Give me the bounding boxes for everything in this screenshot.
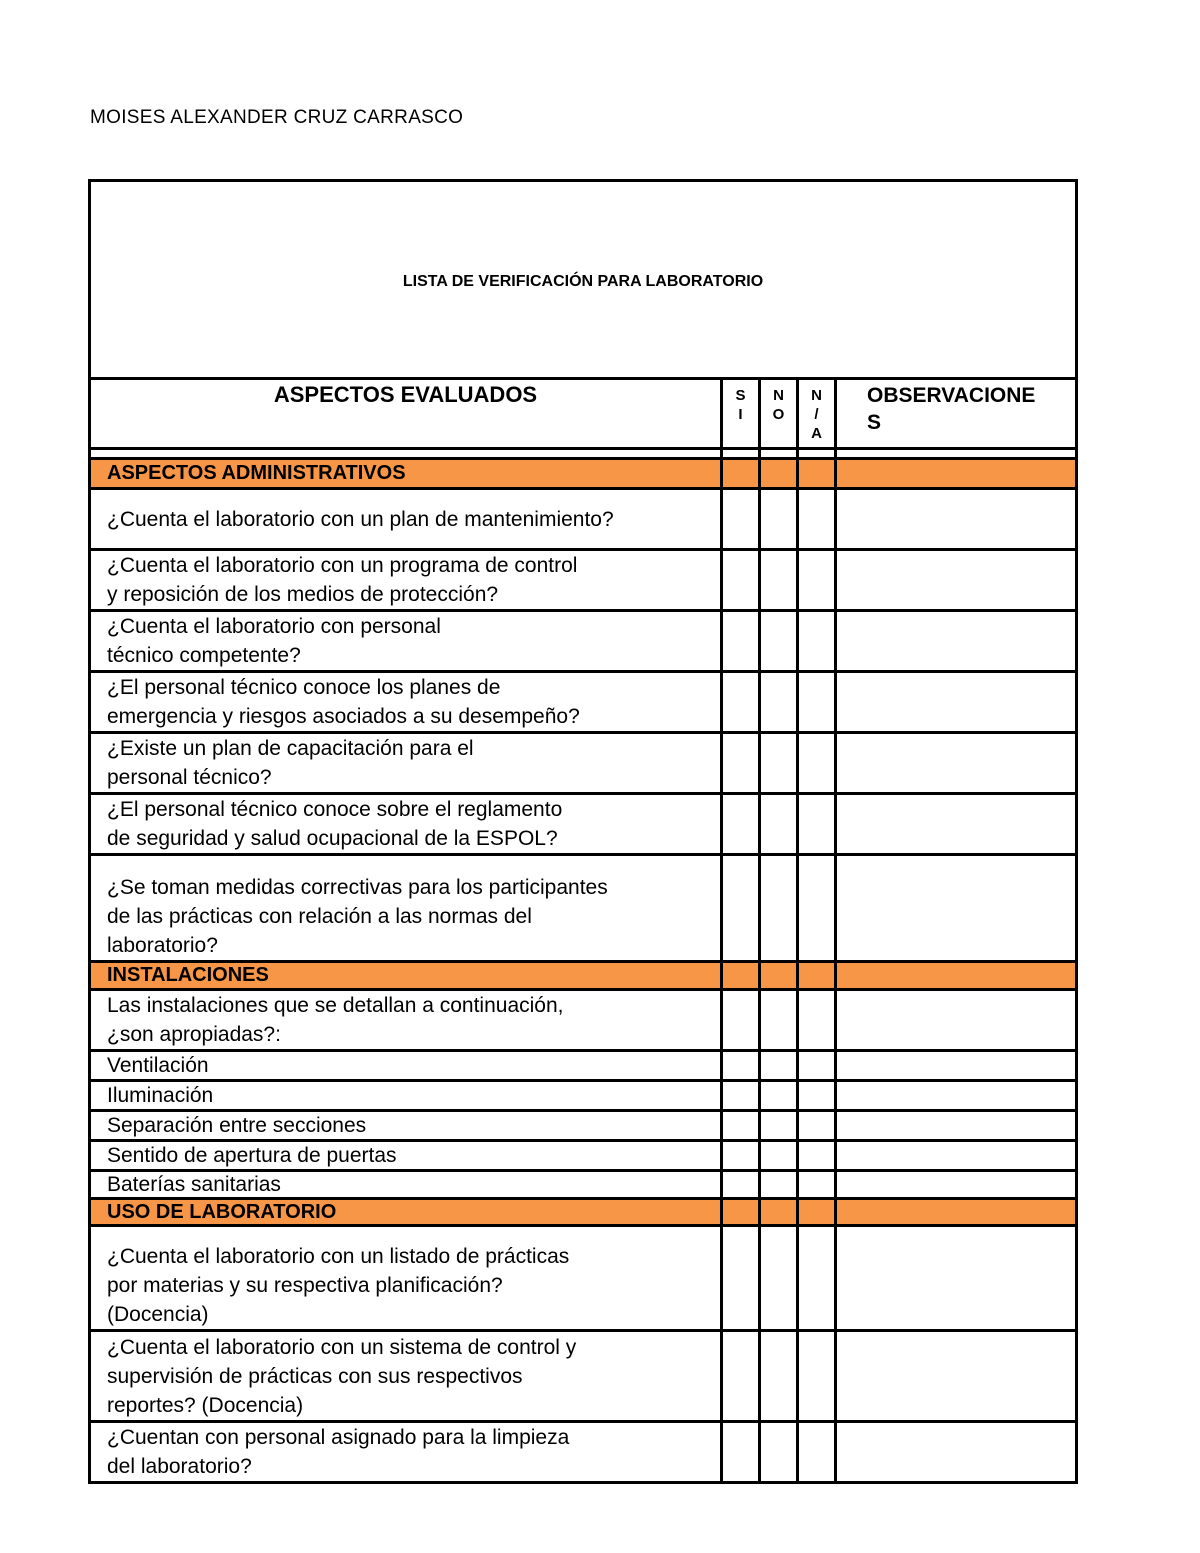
question-line: laboratorio? [107,934,218,957]
observations-cell[interactable] [834,795,1075,853]
question-text [91,490,720,548]
no-checkbox-cell[interactable] [758,795,796,853]
section-row [91,1200,1075,1224]
author-name: MOISES ALEXANDER CRUZ CARRASCO [90,107,464,128]
question-line: ¿Cuenta el laboratorio con personal [107,615,441,638]
observations-cell[interactable] [834,1142,1075,1169]
si-checkbox-cell[interactable] [720,490,758,548]
question-line: (Docencia) [107,1303,209,1326]
column-gap-line [720,450,758,460]
question-line: ¿Cuenta el laboratorio con un plan de mantenimiento? [107,507,614,531]
observations-cell[interactable] [834,991,1075,1049]
question-text [91,1112,720,1139]
observations-cell[interactable] [834,1082,1075,1109]
observations-cell[interactable] [834,673,1075,731]
column-header-row [91,380,1075,449]
si-checkbox-cell[interactable] [720,1227,758,1329]
question-line: Separación entre secciones [107,1114,367,1137]
si-checkbox-cell[interactable] [720,1172,758,1197]
no-checkbox-cell[interactable] [758,490,796,548]
si-checkbox-cell[interactable] [720,1082,758,1109]
no-checkbox-cell[interactable] [758,991,796,1049]
question-text [91,991,720,1049]
question-text [91,1332,720,1420]
checklist-row [91,490,1075,548]
section-no-cell [758,1200,796,1224]
section-na-cell [796,460,834,487]
na-checkbox-cell[interactable] [796,856,834,960]
checklist-row [91,734,1075,792]
question-text [91,1052,720,1079]
na-checkbox-cell[interactable] [796,1082,834,1109]
header-no: N O [758,380,796,449]
si-checkbox-cell[interactable] [720,795,758,853]
section-title [91,1200,720,1224]
observations-cell[interactable] [834,1332,1075,1420]
checklist-row [91,795,1075,853]
question-line: reportes? (Docencia) [107,1393,304,1417]
column-gap-line [758,450,796,460]
section-row [91,460,1075,487]
question-line: ¿El personal técnico conoce los planes de [107,676,501,699]
section-observations-cell [834,963,1075,988]
checklist-row [91,612,1075,670]
observations-cell[interactable] [834,490,1075,548]
na-checkbox-cell[interactable] [796,490,834,548]
na-checkbox-cell[interactable] [796,612,834,670]
title-box [91,182,1075,380]
na-checkbox-cell[interactable] [796,1332,834,1420]
question-text [91,1142,720,1169]
na-checkbox-cell[interactable] [796,1227,834,1329]
question-text [91,673,720,731]
section-row [91,963,1075,988]
question-text [91,1423,720,1481]
question-text [91,856,720,960]
checklist-row [91,1227,1075,1329]
observations-cell[interactable] [834,1227,1075,1329]
question-text [91,795,720,853]
si-checkbox-cell[interactable] [720,1423,758,1481]
question-line: técnico competente? [107,644,301,667]
observations-cell[interactable] [834,1112,1075,1139]
question-line: Iluminación [107,1084,214,1107]
observations-cell[interactable] [834,1172,1075,1197]
question-text [91,1172,720,1197]
section-title [91,963,720,988]
section-si-cell [720,1200,758,1224]
na-checkbox-cell[interactable] [796,551,834,609]
na-checkbox-cell[interactable] [796,1172,834,1197]
section-na-cell [796,963,834,988]
question-line: ¿Cuenta el laboratorio con un listado de prácticas [107,1245,570,1268]
na-checkbox-cell[interactable] [796,1112,834,1139]
no-checkbox-cell[interactable] [758,612,796,670]
checklist-row [91,1112,1075,1139]
question-line: emergencia y riesgos asociados a su desempeño? [107,705,580,728]
checklist-row [91,1423,1075,1481]
question-line: ¿Se toman medidas correctivas para los participantes [107,876,608,899]
si-checkbox-cell[interactable] [720,551,758,609]
question-line: Ventilación [107,1054,209,1077]
no-checkbox-cell[interactable] [758,1112,796,1139]
si-checkbox-cell[interactable] [720,673,758,731]
si-checkbox-cell[interactable] [720,612,758,670]
checklist-table [88,179,1078,1484]
na-checkbox-cell[interactable] [796,795,834,853]
observations-cell[interactable] [834,734,1075,792]
section-si-cell [720,460,758,487]
no-checkbox-cell[interactable] [758,856,796,960]
question-line: Baterías sanitarias [107,1173,281,1196]
checklist-row [91,1172,1075,1197]
na-checkbox-cell[interactable] [796,1423,834,1481]
no-checkbox-cell[interactable] [758,1052,796,1079]
question-line: ¿Existe un plan de capacitación para el [107,737,474,760]
checklist-row [91,856,1075,960]
na-checkbox-cell[interactable] [796,734,834,792]
question-line: Sentido de apertura de puertas [107,1144,397,1167]
si-checkbox-cell[interactable] [720,1332,758,1420]
question-line: ¿Cuenta el laboratorio con un sistema de control y [107,1335,577,1359]
na-checkbox-cell[interactable] [796,991,834,1049]
no-checkbox-cell[interactable] [758,551,796,609]
no-checkbox-cell[interactable] [758,1142,796,1169]
observations-cell[interactable] [834,1052,1075,1079]
si-checkbox-cell[interactable] [720,1142,758,1169]
question-line: supervisión de prácticas con sus respectivos [107,1364,523,1388]
observations-cell[interactable] [834,551,1075,609]
question-line: por materias y su respectiva planificación? [107,1274,503,1297]
no-checkbox-cell[interactable] [758,734,796,792]
question-line: de las prácticas con relación a las normas del [107,905,532,928]
section-title [91,460,720,487]
checklist-row [91,1142,1075,1169]
observations-cell[interactable] [834,612,1075,670]
question-line: ¿son apropiadas?: [107,1023,281,1046]
section-si-cell [720,963,758,988]
section-observations-cell [834,1200,1075,1224]
header-observations: OBSERVACIONE S [834,380,1075,449]
question-line: ¿Cuentan con personal asignado para la limpieza [107,1426,570,1449]
na-checkbox-cell[interactable] [796,673,834,731]
question-text [91,1082,720,1109]
section-label: USO DE LABORATORIO [107,1200,337,1223]
no-checkbox-cell[interactable] [758,673,796,731]
si-checkbox-cell[interactable] [720,856,758,960]
section-no-cell [758,460,796,487]
question-line: ¿El personal técnico conoce sobre el reglamento [107,798,563,821]
si-checkbox-cell[interactable] [720,734,758,792]
no-checkbox-cell[interactable] [758,1082,796,1109]
checklist-row [91,673,1075,731]
question-text [91,734,720,792]
si-checkbox-cell[interactable] [720,1052,758,1079]
question-text [91,1227,720,1329]
section-observations-cell [834,460,1075,487]
section-no-cell [758,963,796,988]
na-checkbox-cell[interactable] [796,1142,834,1169]
header-na: N / A [796,380,834,449]
question-line: y reposición de los medios de protección? [107,583,499,606]
question-line: de seguridad y salud ocupacional de la ESPOL? [107,827,558,850]
no-checkbox-cell[interactable] [758,1172,796,1197]
question-line: del laboratorio? [107,1455,252,1478]
no-checkbox-cell[interactable] [758,1332,796,1420]
header-aspects: ASPECTOS EVALUADOS [273,382,538,407]
column-gap-line [796,450,834,460]
question-text [91,612,720,670]
no-checkbox-cell[interactable] [758,1227,796,1329]
observations-cell[interactable] [834,856,1075,960]
section-na-cell [796,1200,834,1224]
section-label: ASPECTOS ADMINISTRATIVOS [107,462,406,484]
na-checkbox-cell[interactable] [796,1052,834,1079]
question-line: ¿Cuenta el laboratorio con un programa de control [107,554,578,577]
question-line: personal técnico? [107,766,272,789]
checklist-row [91,1332,1075,1420]
si-checkbox-cell[interactable] [720,991,758,1049]
no-checkbox-cell[interactable] [758,1423,796,1481]
question-line: Las instalaciones que se detallan a continuación, [107,994,564,1017]
question-text [91,551,720,609]
checklist-row [91,1082,1075,1109]
checklist-row [91,991,1075,1049]
observations-cell[interactable] [834,1423,1075,1481]
si-checkbox-cell[interactable] [720,1112,758,1139]
checklist-row [91,551,1075,609]
header-si: S I [720,380,758,449]
column-gap-line [834,450,1075,460]
section-label: INSTALACIONES [107,964,269,986]
checklist-row [91,1052,1075,1079]
document-title: LISTA DE VERIFICACIÓN PARA LABORATORIO [402,273,764,290]
